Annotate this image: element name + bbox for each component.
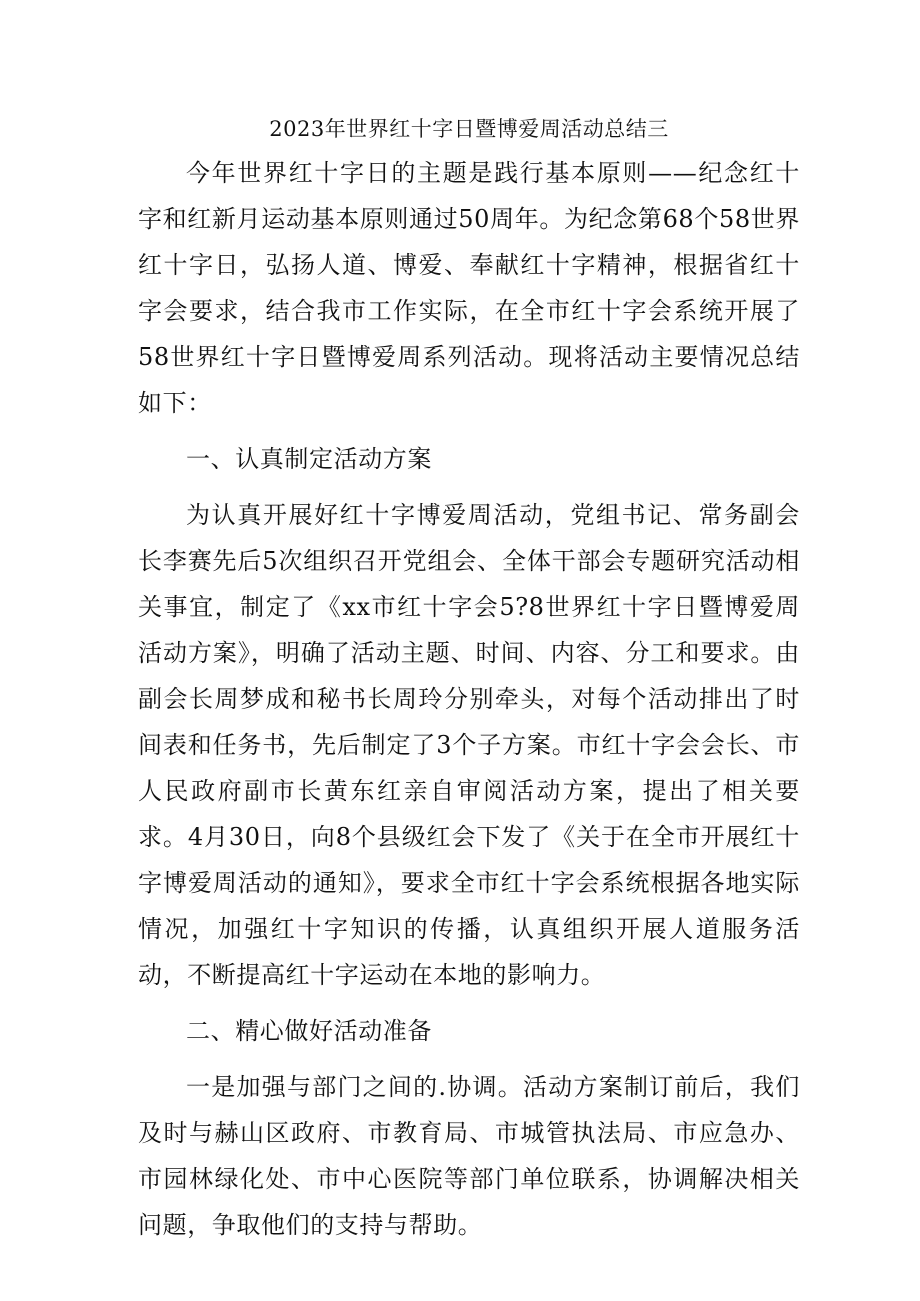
document-page	[138, 112, 800, 1248]
section-1-paragraph: 为认真开展好红十字博爱周活动，党组书记、常务副会长李赛先后5次组织召开党组会、全体干部会专题研究活动相关事宜，制定了《xx市红十字会5?8世界红十字日暨博爱周活动方案》，明确了活动主题、时间、内容、分工和要求。由副会长周梦成和秘书长周玲分别牵头，对每个活动排出了时间表和任务书，先后制定了3个子方案。市红十字会会长、市人民政府副市长黄东红亲自审阅活动方案，提出了相关要求。4月30日，向8个县级红会下发了《关于在全市开展红十字博爱周活动的通知》，要求全市红十字会系统根据各地实际情况，加强红十字知识的传播，认真组织开展人道服务活动，不断提高红十字运动在本地的影响力。	[138, 501, 800, 989]
section-2-paragraph: 一是加强与部门之间的.协调。活动方案制订前后，我们及时与赫山区政府、市教育局、市城管执法局、市应急办、市园林绿化处、市中心医院等部门单位联系，协调解决相关问题，争取他们的支持与帮助。	[138, 1073, 800, 1239]
section-heading-1: 一、认真制定活动方案	[186, 445, 432, 473]
intro-paragraph: 今年世界红十字日的主题是践行基本原则——纪念红十字和红新月运动基本原则通过50周年。为纪念第68个58世界红十字日，弘扬人道、博爱、奉献红十字精神，根据省红十字会要求，结合我市工作实际，在全市红十字会系统开展了58世界红十字日暨博爱周系列活动。现将活动主要情况总结如下：	[138, 159, 800, 417]
document-title: 2023年世界红十字日暨博爱周活动总结三	[269, 117, 669, 141]
section-heading-2: 二、精心做好活动准备	[186, 1017, 432, 1045]
